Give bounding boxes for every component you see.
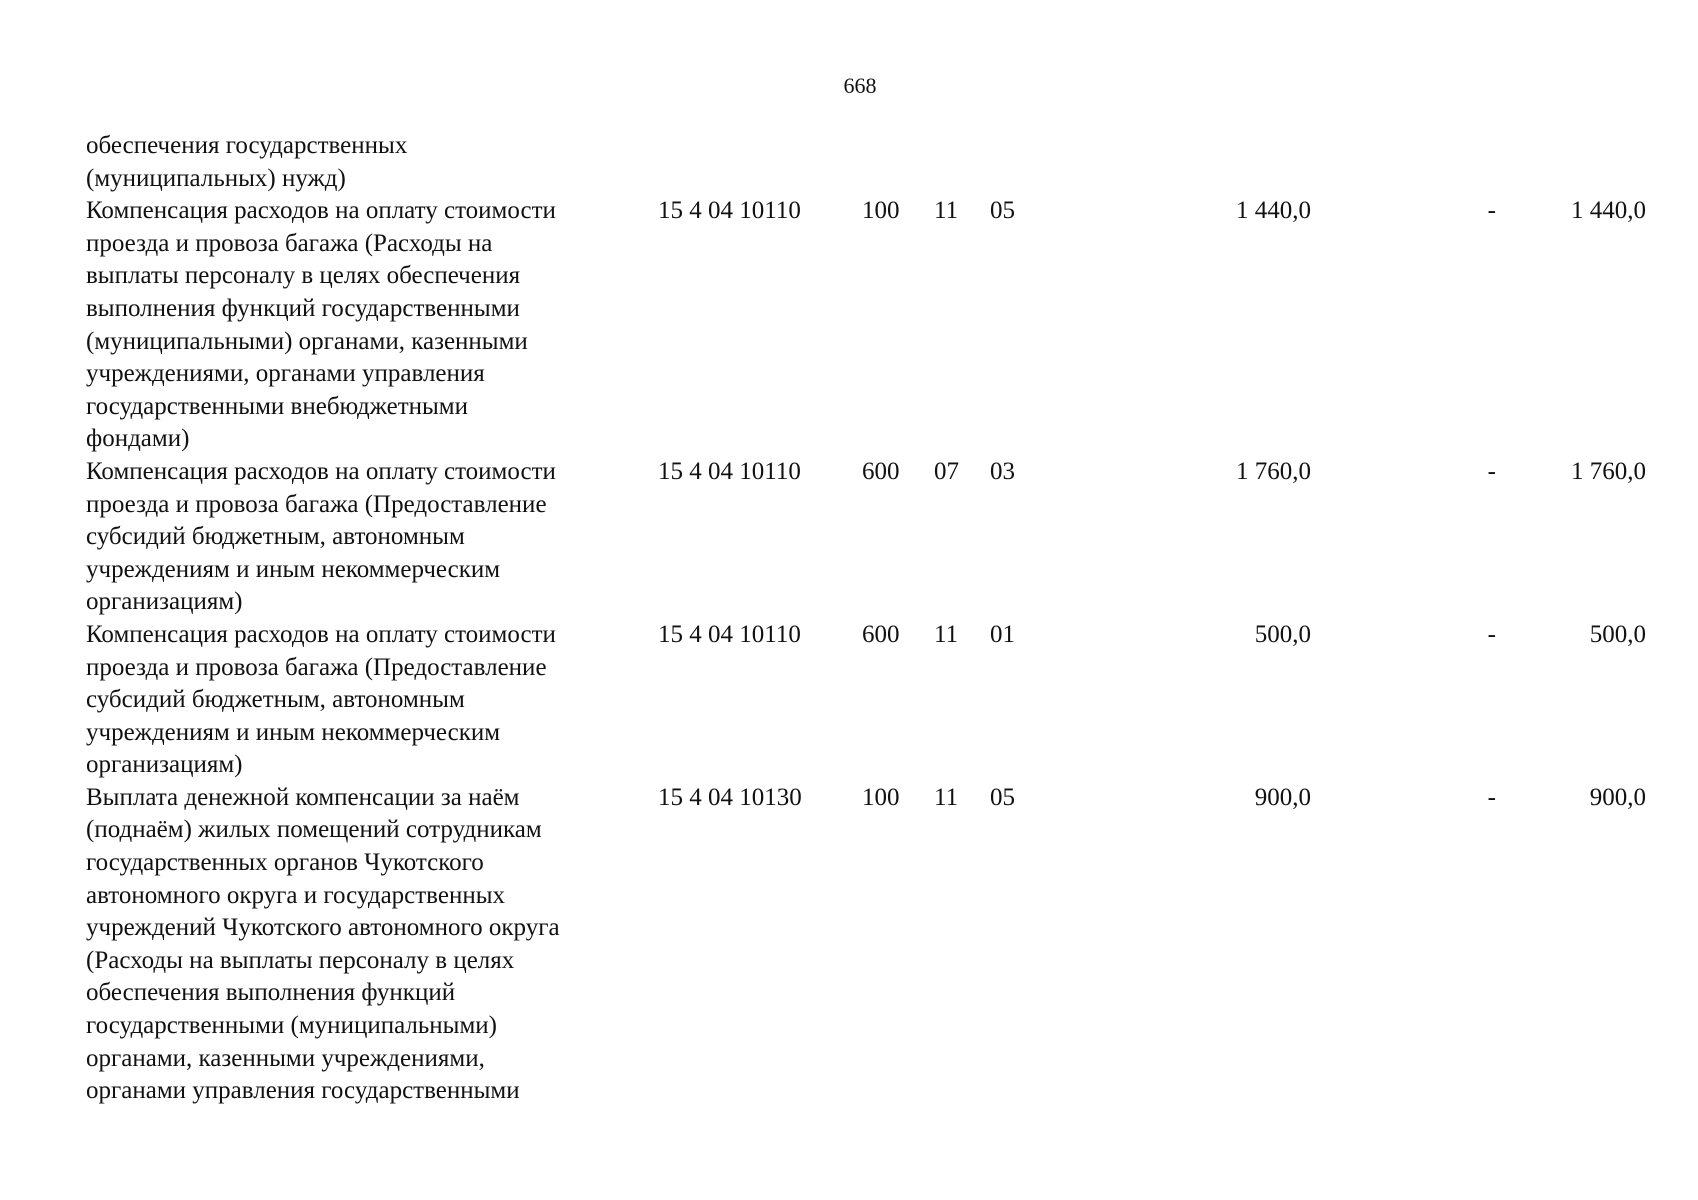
description-line: (поднаём) жилых помещений сотрудникам	[86, 816, 542, 844]
description-line: учреждениями, органами управления	[86, 360, 485, 388]
description-line: органами, казенными учреждениями,	[86, 1044, 485, 1072]
description-line: Выплата денежной компенсации за наём	[86, 783, 520, 811]
target-article-code: 15 4 04 10130	[658, 783, 802, 811]
subsection-code: 05	[990, 197, 1015, 225]
change-amount: -	[1487, 457, 1496, 485]
description-line: Компенсация расходов на оплату стоимости	[86, 457, 556, 485]
row-description	[86, 619, 646, 782]
description-line: организациям)	[86, 588, 243, 616]
description-line: Компенсация расходов на оплату стоимости	[86, 197, 556, 225]
description-line: выплаты персоналу в целях обеспечения	[86, 262, 521, 290]
target-article-code: 15 4 04 10110	[658, 457, 801, 485]
expense-type-code: 100	[862, 783, 900, 811]
change-amount: -	[1487, 620, 1496, 648]
row-description	[86, 782, 646, 1108]
section-code: 11	[934, 197, 959, 225]
description-line: Компенсация расходов на оплату стоимости	[86, 620, 556, 648]
description-line: (муниципальными) органами, казенными	[86, 327, 528, 355]
approved-amount: 1 440,0	[1236, 197, 1311, 225]
description-line: обеспечения выполнения функций	[86, 979, 456, 1007]
section-code: 11	[934, 620, 959, 648]
section-code: 07	[934, 457, 959, 485]
description-line: проезда и провоза багажа (Расходы на	[86, 229, 493, 257]
row-description	[86, 456, 646, 619]
description-line: обеспечения государственных	[86, 132, 408, 159]
subsection-code: 03	[990, 457, 1015, 485]
row-description	[86, 130, 646, 195]
description-line: государственными внебюджетными	[86, 392, 469, 420]
description-line: организациям)	[86, 751, 243, 779]
description-line: государственными (муниципальными)	[86, 1012, 497, 1040]
change-amount: -	[1487, 783, 1496, 811]
description-line: учреждениям и иным некоммерческим	[86, 718, 501, 746]
total-amount: 500,0	[1589, 620, 1646, 648]
description-line: органами управления государственными	[86, 1077, 520, 1105]
expense-type-code: 600	[862, 457, 900, 485]
description-line: проезда и провоза багажа (Предоставление	[86, 490, 547, 518]
table-row	[86, 456, 1646, 619]
table-row	[86, 130, 1646, 195]
total-amount: 900,0	[1589, 783, 1646, 811]
target-article-code: 15 4 04 10110	[658, 197, 801, 225]
description-line: субсидий бюджетным, автономным	[86, 523, 465, 551]
table-row	[86, 195, 1646, 456]
description-line: (муниципальных) нужд)	[86, 164, 346, 192]
total-amount: 1 440,0	[1571, 197, 1646, 225]
subsection-code: 01	[990, 620, 1015, 648]
expense-type-code: 100	[862, 197, 900, 225]
table-row	[86, 619, 1646, 782]
section-code: 11	[934, 783, 959, 811]
target-article-code: 15 4 04 10110	[658, 620, 801, 648]
expense-type-code: 600	[862, 620, 900, 648]
approved-amount: 1 760,0	[1236, 457, 1311, 485]
approved-amount: 900,0	[1254, 783, 1311, 811]
budget-table	[86, 130, 1646, 1108]
description-line: автономного округа и государственных	[86, 881, 505, 909]
description-line: государственных органов Чукотского	[86, 849, 484, 877]
description-line: (Расходы на выплаты персоналу в целях	[86, 946, 515, 974]
row-description	[86, 195, 646, 456]
approved-amount: 500,0	[1254, 620, 1311, 648]
total-amount: 1 760,0	[1571, 457, 1646, 485]
description-line: выполнения функций государственными	[86, 294, 520, 322]
description-line: проезда и провоза багажа (Предоставление	[86, 653, 547, 681]
table-row	[86, 782, 1646, 1108]
description-line: субсидий бюджетным, автономным	[86, 686, 465, 714]
subsection-code: 05	[990, 783, 1015, 811]
change-amount: -	[1487, 197, 1496, 225]
description-line: фондами)	[86, 425, 190, 453]
description-line: учреждений Чукотского автономного округа	[86, 914, 560, 942]
page-number: 668	[843, 73, 877, 98]
description-line: учреждениям и иным некоммерческим	[86, 555, 501, 583]
